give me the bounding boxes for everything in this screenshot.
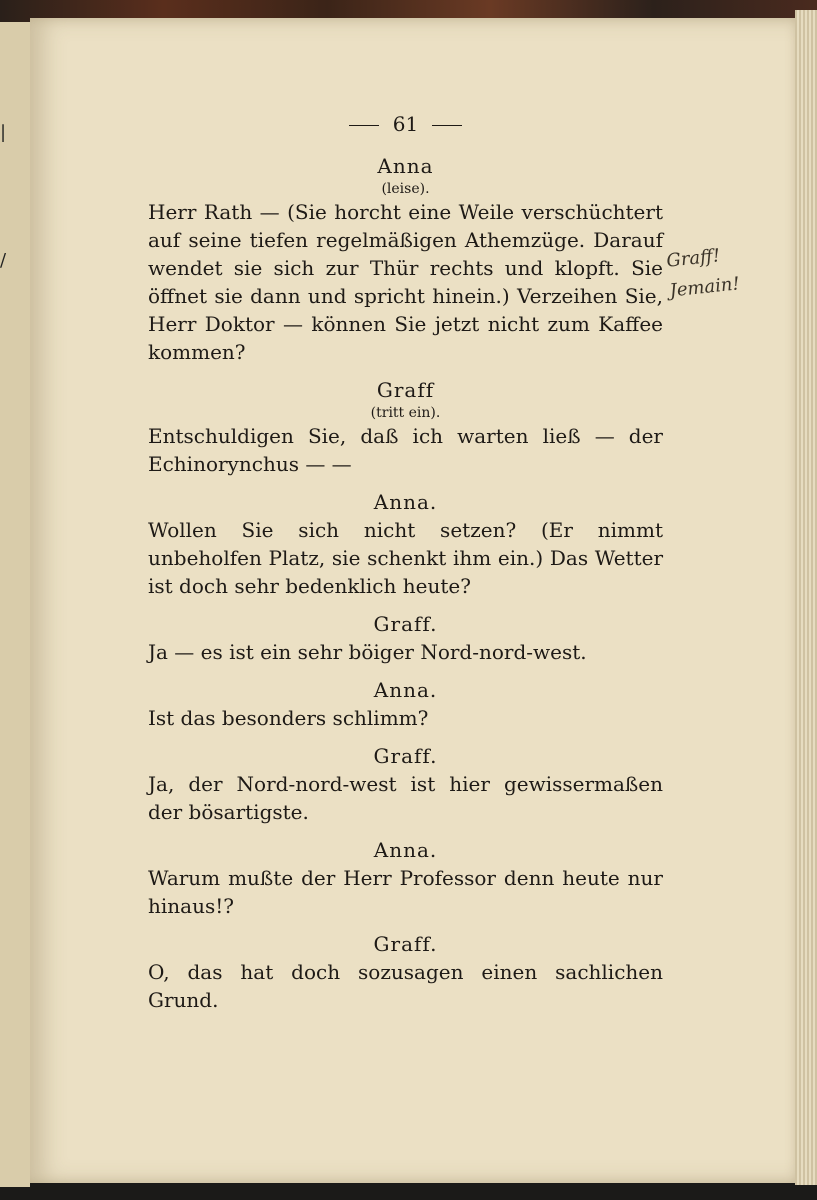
page-edges: [795, 10, 817, 1185]
annotation-line: Jemain!: [668, 273, 741, 302]
annotation-line: Graff!: [665, 245, 722, 272]
dialogue-line: Wollen Sie sich nicht setzen? (Er nimmt unbeholfen Platz, sie schenkt ihm ein.) Das Wetter ist doch sehr bedenklich heute?: [148, 518, 663, 598]
stage-direction: (leise).: [381, 181, 430, 197]
facing-page-edge: | /: [0, 22, 30, 1187]
page-text: [148, 110, 663, 1014]
dialogue-line: O, das hat doch sozusagen einen sachlichen Grund.: [148, 960, 663, 1012]
dialogue-line: Entschuldigen Sie, daß ich warten ließ — der Echinorynchus — —: [148, 424, 663, 476]
dialogue-line: Ja, der Nord-nord-west ist hier gewissermaßen der bösartigste.: [148, 772, 663, 824]
speaker-name: Anna.: [373, 490, 438, 514]
handwritten-annotation: [665, 239, 741, 306]
speaker-name: Graff.: [373, 612, 438, 636]
speaker-name: Graff.: [373, 744, 438, 768]
speaker-name: Graff.: [373, 932, 438, 956]
speaker-name: Anna.: [373, 838, 438, 862]
dash-right: [432, 125, 462, 126]
speaker-name: Anna: [377, 154, 434, 178]
speaker-name: Anna.: [373, 678, 438, 702]
dialogue-line: Ja — es ist ein sehr böiger Nord-nord-west.: [148, 640, 587, 664]
stage-direction: (tritt ein).: [370, 405, 441, 421]
dialogue-line: Herr Rath — (Sie horcht eine Weile verschüchtert auf seine tiefen regelmäßigen Athemzüge. Darauf wendet sie sich zur Thür rechts und klopft. Sie öffnet sie dann und spricht hinein.) Verzeihen Sie, Herr Doktor — können Sie jetzt nicht zum Kaffee kommen?: [148, 200, 663, 364]
speaker-name: Graff: [376, 378, 435, 402]
dash-left: [349, 125, 379, 126]
dialogue-line: Warum mußte der Herr Professor denn heute nur hinaus!?: [148, 866, 663, 918]
page-number: 61: [148, 110, 663, 138]
dialogue-line: Ist das besonders schlimm?: [148, 706, 429, 730]
